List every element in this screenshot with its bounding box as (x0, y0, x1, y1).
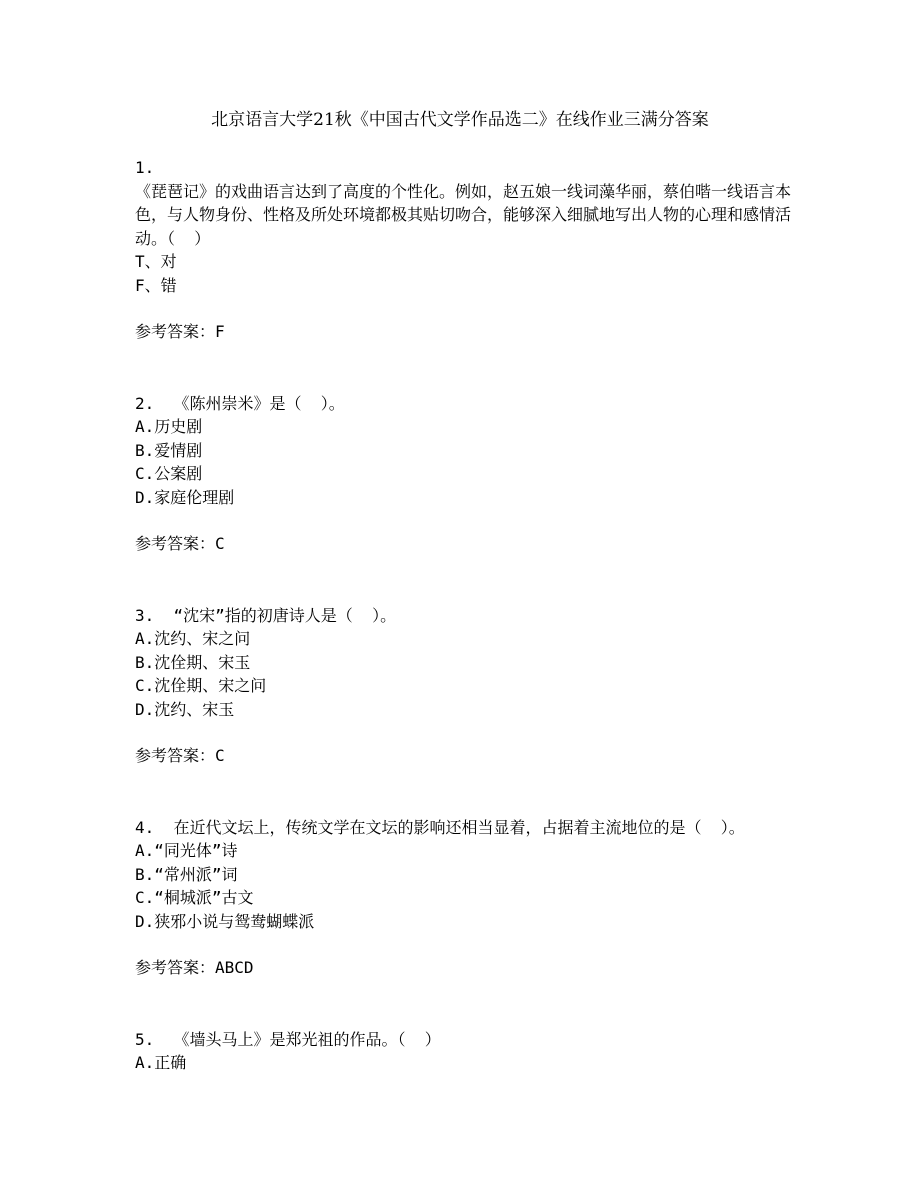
question-stem: 《墙头马上》是郑光祖的作品。（ ） (173, 1029, 441, 1049)
question-number: 2. (135, 393, 155, 413)
option-d: D.家庭伦理剧 (135, 487, 235, 507)
option-a: A.沈约、宋之问 (135, 629, 251, 648)
reference-answer (135, 744, 795, 768)
page-title: 北京语言大学21秋《中国古代文学作品选二》在线作业三满分答案 (211, 110, 709, 130)
question-4 (135, 816, 795, 980)
option-b: B.爱情剧 (135, 440, 203, 460)
option-c: C.沈佺期、宋之问 (135, 676, 267, 695)
answer-label: 参考答案： (135, 534, 216, 553)
question-stem: “沈宋”指的初唐诗人是（ ）。 (173, 605, 397, 625)
question-stem: 在近代文坛上，传统文学在文坛的影响还相当显着，占据着主流地位的是（ ）。 (173, 817, 745, 837)
question-number: 3. (135, 605, 155, 625)
reference-answer (135, 956, 795, 980)
question-number: 1. (135, 158, 155, 177)
option-f: F、错 (135, 275, 177, 295)
question-line (135, 816, 795, 840)
question-stem: 《陈州崇米》是（ ）。 (173, 393, 345, 413)
answer-label: 参考答案： (135, 958, 216, 977)
option-a: A.正确 (135, 1053, 187, 1072)
question-line (135, 604, 795, 628)
question-3 (135, 604, 795, 768)
answer-label: 参考答案： (135, 322, 216, 341)
answer-value: ABCD (215, 958, 254, 977)
question-stem: 《琵琶记》的戏曲语言达到了高度的个性化。例如，赵五娘一线词藻华丽，蔡伯喈一线语言本色，与人物身份、性格及所处环境都极其贴切吻合，能够深入细腻地写出人物的心理和感情活动。（ ） (135, 181, 792, 248)
reference-answer (135, 532, 795, 556)
option-a: A.“同光体”诗 (135, 841, 238, 860)
option-b: B.“常州派”词 (135, 864, 238, 884)
question-2 (135, 392, 795, 556)
option-d: D.沈约、宋玉 (135, 699, 235, 719)
option-a: A.历史剧 (135, 417, 203, 436)
reference-answer (135, 320, 795, 344)
question-list (135, 156, 795, 1098)
question-number: 4. (135, 817, 155, 837)
question-number: 5. (135, 1029, 155, 1049)
answer-value: C (215, 746, 225, 765)
option-c: C.“桐城派”古文 (135, 888, 254, 907)
question-5 (135, 1028, 795, 1075)
answer-label: 参考答案： (135, 746, 216, 765)
question-1 (135, 156, 795, 344)
option-c: C.公案剧 (135, 464, 203, 483)
option-d: D.狭邪小说与鸳鸯蝴蝶派 (135, 911, 315, 931)
question-line (135, 392, 795, 416)
answer-value: C (215, 534, 225, 553)
option-b: B.沈佺期、宋玉 (135, 652, 251, 672)
question-line (135, 1028, 795, 1052)
answer-value: F (215, 322, 225, 341)
option-t: T、对 (135, 252, 177, 271)
